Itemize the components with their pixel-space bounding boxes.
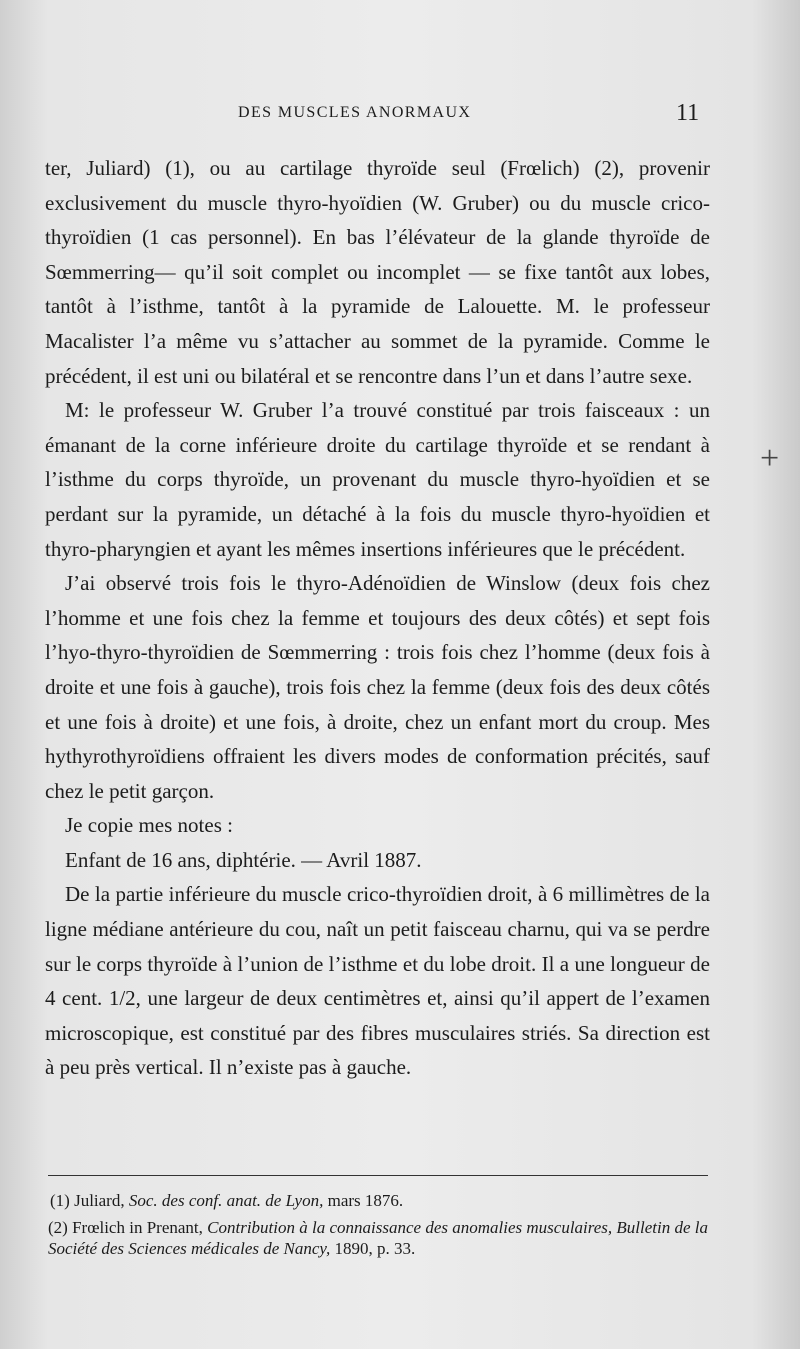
margin-annotation: + [760,440,780,477]
footnote-2-author: Frœlich in Prenant, [72,1218,203,1237]
paragraph-1: ter, Juliard) (1), ou au cartilage thyroïde seul (Frœlich) (2), provenir exclusivement du muscle thyro-hyoïdien (W. Gruber) ou du muscle crico-thyroïdien (1 cas personnel). En bas l’élévateur de la glande thyroïde de Sœmmerring— qu’il soit complet ou incomplet — se fixe tantôt aux lobes, tantôt à l’isthme, tantôt à la pyramide de Lalouette. M. le professeur Macalister l’a même vu s’attacher au sommet de la pyramide. Comme le précédent, il est uni ou bilatéral et se rencontre dans l’un et dans l’autre sexe. [45,156,710,388]
footnote-2 [48,1217,708,1259]
footnote-2-mark: (2) [48,1218,68,1237]
footnote-2-title: Contribution à la connaissance des anomalies musculaires, Bulletin de la Société des Sciences médicales de Nancy, [48,1218,709,1258]
page-header [0,100,800,134]
body-text [45,151,710,1085]
paragraph-4: Je copie mes notes : [65,813,233,838]
footnotes [48,1190,708,1265]
footnote-2-date: 1890, p. 33. [334,1239,416,1258]
footnote-1-source: Soc. des conf. anat. de Lyon, [128,1191,324,1210]
footnote-1-author: Juliard, [74,1191,125,1210]
paragraph-5: Enfant de 16 ans, diphtérie. — Avril 1887. [65,847,422,872]
paragraph-2: M: le professeur W. Gruber l’a trouvé constitué par trois faisceaux : un émanant de la corne inférieure droite du cartilage thyroïde et se rendant à l’isthme du corps thyroïde, un provenant du muscle thyro-hyoïdien et se perdant sur la pyramide, un détaché à la fois du muscle thyro-hyoïdien et thyro-pharyngien et ayant les mêmes insertions inférieures que le précédent. [45,398,710,561]
paragraph-3: J’ai observé trois fois le thyro-Adénoïdien de Winslow (deux fois chez l’homme et une fois chez la femme et toujours des deux côtés) et sept fois l’hyo-thyro-thyroïdien de Sœmmerring : trois fois chez l’homme (deux fois à droite et une fois à gauche), trois fois chez la femme (deux fois des deux côtés et une fois à droite) et une fois, à droite, chez un enfant mort du croup. Mes hythyrothyroïdiens offraient les divers modes de conformation précités, sauf chez le petit garçon. [45,571,710,803]
page-number: 11 [676,100,700,126]
running-head: DES MUSCLES ANORMAUX [238,104,472,121]
footnote-1 [48,1190,708,1211]
footnote-1-date: mars 1876. [327,1191,404,1210]
paragraph-6: De la partie inférieure du muscle crico-thyroïdien droit, à 6 millimètres de la ligne médiane antérieure du cou, naît un petit faisceau charnu, qui va se perdre sur le corps thyroïde à l’union de l’isthme et du lobe droit. Il a une longueur de 4 cent. 1/2, une largeur de deux centimètres et, ainsi qu’il appert de l’examen microscopique, est constitué par des fibres musculaires striés. Sa direction est à peu près vertical. Il n’existe pas à gauche. [45,882,710,1080]
footnote-1-mark: (1) [50,1191,70,1210]
footnote-rule [48,1175,708,1176]
